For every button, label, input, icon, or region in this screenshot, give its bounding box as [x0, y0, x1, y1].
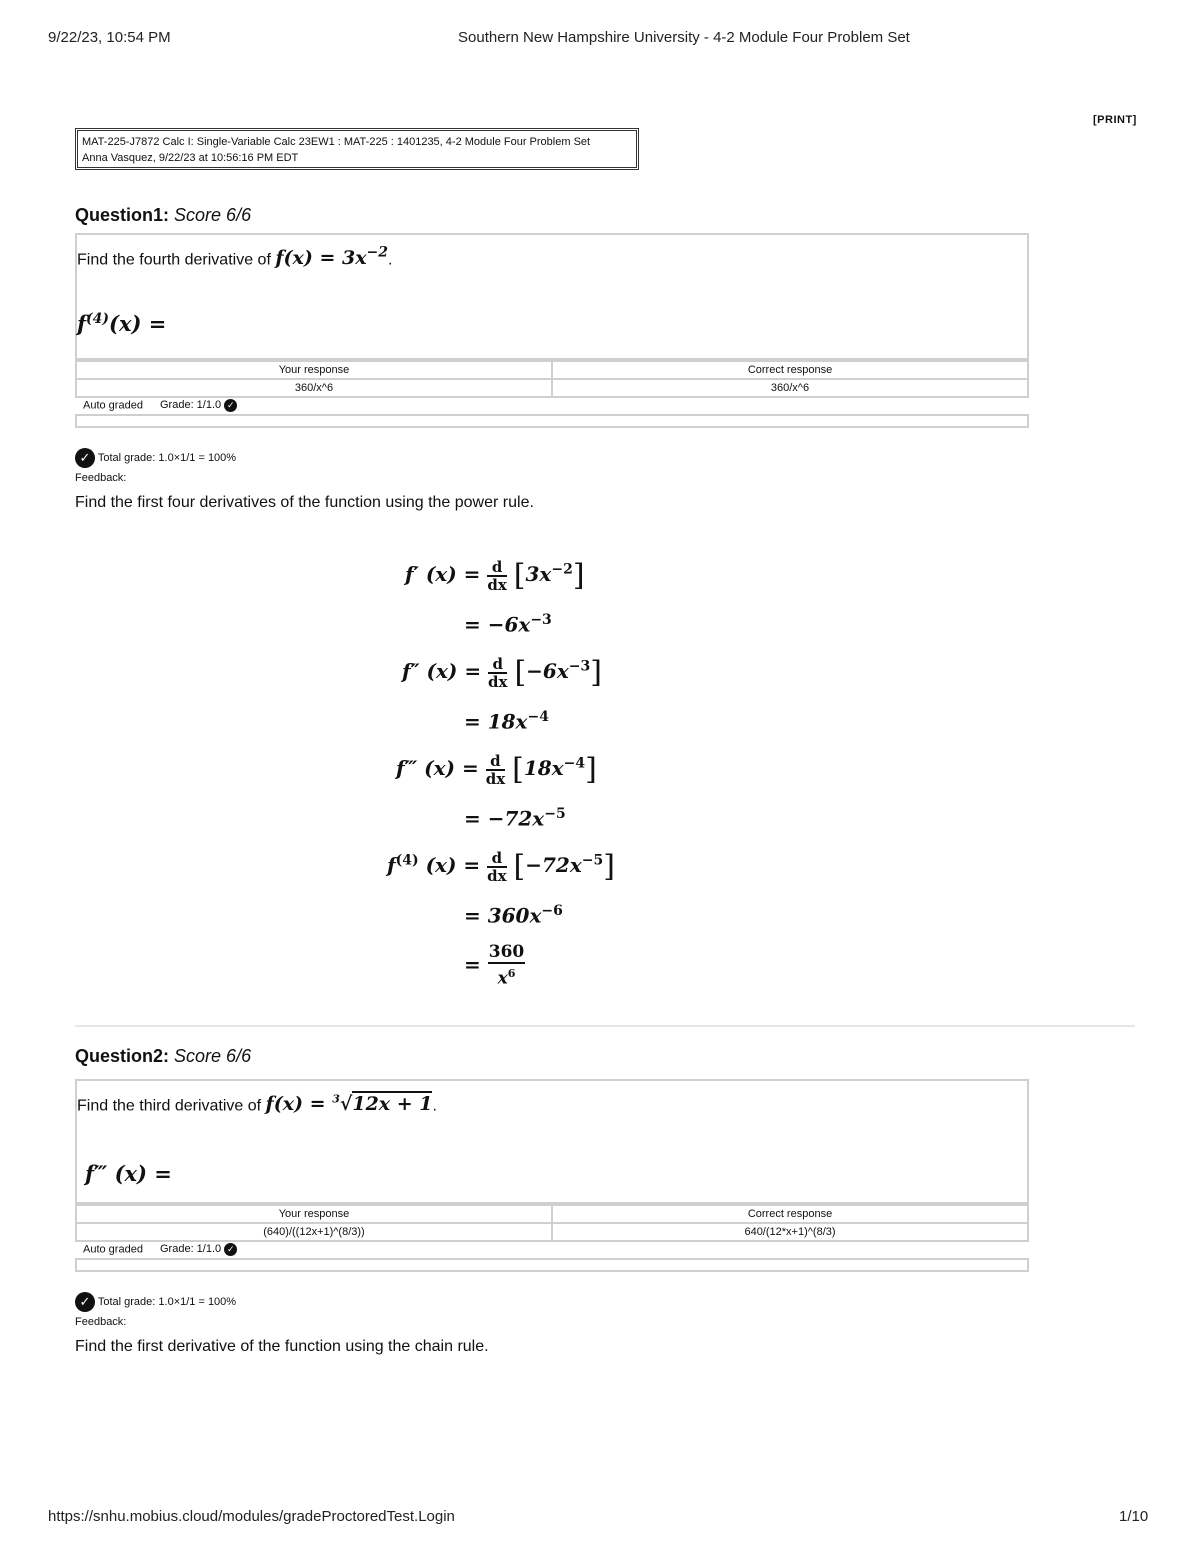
question-2-prompt: Find the third derivative of f(x) = $^3$√12x + 1.	[77, 1093, 437, 1116]
check-circle-icon: ✓	[75, 448, 95, 468]
course-info: MAT-225-J7872 Calc I: Single-Variable Calc 23EW1 : MAT-225 : 1401235, 4-2 Module Four Problem Set	[82, 136, 591, 148]
question-1-total-grade: ✓ Total grade: 1.0×1/1 = 100%	[75, 448, 236, 468]
question-1-empty-bar	[75, 414, 1029, 428]
correct-response-value: 640/(12*x+1)^(8/3)	[552, 1223, 1028, 1241]
autograded-label: Auto graded	[83, 399, 143, 412]
footer-url: https://snhu.mobius.cloud/modules/gradeProctoredTest.Login	[48, 1508, 455, 1525]
grade-value: Grade: 1/1.0	[160, 399, 222, 412]
derivation-final: = $\frac{360}{x^6}$	[464, 942, 525, 989]
question-1-response-table	[75, 360, 1029, 398]
your-response-header: Your response	[76, 361, 552, 379]
assignment-info-box	[75, 128, 639, 170]
question-1-answer-prompt: $f^{(4)}(x)$ =	[77, 311, 167, 336]
grade-value: Grade: 1/1.0	[160, 1243, 222, 1256]
question-2-feedback: Find the first derivative of the function using the chain rule.	[75, 1338, 489, 1355]
correct-response-header: Correct response	[552, 1205, 1028, 1223]
page-number: 1/10	[1119, 1508, 1149, 1525]
question-2-answer-prompt: f‴ (x) =	[85, 1161, 172, 1186]
print-datetime: 9/22/23, 10:54 PM	[48, 29, 171, 46]
print-link[interactable]: [PRINT]	[1093, 114, 1137, 126]
question-2-score: Score 6/6	[174, 1046, 252, 1066]
question-1-score: Score 6/6	[174, 205, 252, 225]
question-1-box	[75, 233, 1029, 360]
student-info: Anna Vasquez, 9/22/23 at 10:56:16 PM EDT	[82, 152, 299, 164]
derivation-f3: f‴ (x) = $\frac{d}{dx}$ $[18x^{-4}]$	[396, 751, 597, 788]
check-circle-icon: ✓	[224, 1243, 237, 1256]
question-2-empty-bar	[75, 1258, 1029, 1272]
derivation-f2: f″ (x) = $\frac{d}{dx}$ $[-6x^{-3}]$	[402, 654, 602, 691]
feedback-label: Feedback:	[75, 472, 127, 484]
autograded-label: Auto graded	[83, 1243, 143, 1256]
question-1-prompt: Find the fourth derivative of $f(x) = 3x^{-2}$.	[77, 245, 393, 270]
your-response-value: (640)/((12x+1)^(8/3))	[76, 1223, 552, 1241]
derivation-f3-result: = $-72x^{-5}$	[464, 806, 566, 831]
question-1-feedback: Find the first four derivatives of the function using the power rule.	[75, 494, 534, 511]
check-circle-icon: ✓	[224, 399, 237, 412]
check-circle-icon: ✓	[75, 1292, 95, 1312]
correct-response-value: 360/x^6	[552, 379, 1028, 397]
question-2-grade-line	[83, 1243, 237, 1256]
page-title: Southern New Hampshire University - 4-2 Module Four Problem Set	[458, 29, 910, 46]
question-2-title	[75, 1046, 251, 1067]
your-response-header: Your response	[76, 1205, 552, 1223]
question-1-grade-line	[83, 399, 237, 412]
question-1-label: Question1:	[75, 205, 170, 225]
feedback-label: Feedback:	[75, 1316, 127, 1328]
question-2-total-grade: ✓ Total grade: 1.0×1/1 = 100%	[75, 1292, 236, 1312]
derivation-f4: $f^{(4)}$ (x) = $\frac{d}{dx}$ $[-72x^{-5}]$	[387, 848, 615, 885]
question-2-function: f(x) = $^3$√12x + 1	[265, 1093, 433, 1116]
question-2-response-table	[75, 1204, 1029, 1242]
your-response-value: 360/x^6	[76, 379, 552, 397]
derivation-f1: f′ (x) = $\frac{d}{dx}$ $[3x^{-2}]$	[405, 557, 585, 594]
question-1-title	[75, 205, 251, 226]
question-1-function: $f(x) = 3x^{-2}$	[275, 245, 389, 270]
derivation-f4-result: = $360x^{-6}$	[464, 903, 563, 928]
derivation-f2-result: = $18x^{-4}$	[464, 709, 549, 734]
question-separator	[75, 1025, 1135, 1027]
question-2-label: Question2:	[75, 1046, 170, 1066]
derivation-f1-result: = $-6x^{-3}$	[464, 612, 552, 637]
correct-response-header: Correct response	[552, 361, 1028, 379]
question-2-box	[75, 1079, 1029, 1204]
